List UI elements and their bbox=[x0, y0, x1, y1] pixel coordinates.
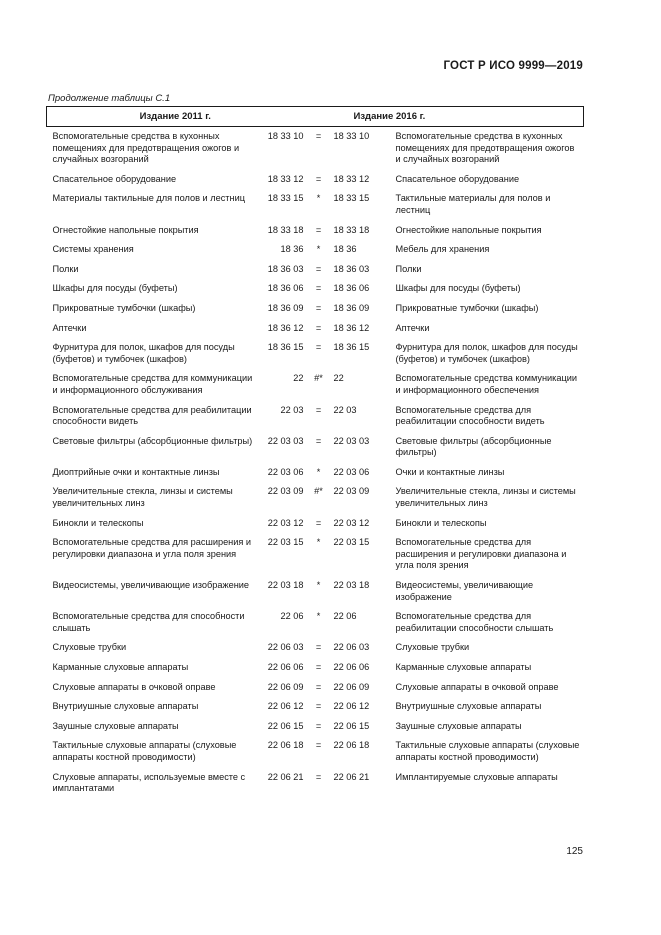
new-name-cell: Слуховые аппараты в очковой оправе bbox=[395, 681, 559, 692]
old-code-cell: 22 03 03 bbox=[267, 435, 304, 446]
new-name-cell: Вспомогательные средства для реабилитации способности видеть bbox=[395, 404, 545, 427]
relation-cell: #* bbox=[314, 486, 323, 497]
old-code-cell: 18 36 06 bbox=[267, 283, 304, 294]
table-row bbox=[47, 518, 584, 538]
relation-cell: = bbox=[315, 404, 322, 415]
old-code-cell: 22 03 06 bbox=[267, 466, 304, 477]
new-name-cell: Мебель для хранения bbox=[395, 244, 490, 255]
new-code-cell: 18 36 15 bbox=[333, 342, 370, 353]
relation-cell: = bbox=[315, 701, 322, 712]
old-code-cell: 18 33 15 bbox=[267, 193, 304, 204]
new-name-cell: Заушные слуховые аппараты bbox=[395, 720, 522, 731]
new-code-cell: 18 36 03 bbox=[333, 263, 370, 274]
relation-cell: = bbox=[315, 302, 322, 313]
new-code-cell: 22 06 18 bbox=[333, 740, 370, 751]
new-name-cell: Увеличительные стекла, линзы и системы увеличительных линз bbox=[395, 486, 576, 509]
table-row bbox=[47, 772, 584, 803]
new-code-cell: 18 36 09 bbox=[333, 302, 370, 313]
new-code-cell: 22 bbox=[333, 373, 344, 384]
new-name-cell: Видеосистемы, увеличивающие изображение bbox=[395, 580, 534, 602]
table-row bbox=[47, 436, 584, 467]
table-row bbox=[47, 127, 584, 174]
table-row bbox=[47, 264, 584, 284]
column-header-2016: Издание 2016 г. bbox=[304, 107, 584, 127]
relation-cell: = bbox=[315, 131, 322, 141]
relation-cell: = bbox=[315, 322, 322, 333]
new-code-cell: 22 03 bbox=[333, 404, 357, 415]
table-body bbox=[47, 127, 584, 803]
new-name-cell: Огнестойкие напольные покрытия bbox=[395, 224, 542, 235]
new-code-cell: 22 06 03 bbox=[333, 642, 370, 653]
old-code-cell: 22 06 bbox=[280, 611, 304, 622]
old-name-cell: Внутриушные слуховые аппараты bbox=[52, 701, 199, 712]
old-code-cell: 22 06 09 bbox=[267, 681, 304, 692]
new-code-cell: 22 06 06 bbox=[333, 662, 370, 672]
old-code-cell: 18 33 10 bbox=[267, 131, 304, 141]
new-code-cell: 22 03 12 bbox=[333, 517, 370, 528]
old-name-cell: Спасательное оборудование bbox=[52, 173, 177, 184]
new-code-cell: 18 33 15 bbox=[333, 193, 370, 204]
relation-cell: * bbox=[316, 466, 321, 477]
relation-cell: = bbox=[315, 771, 322, 782]
new-code-cell: 22 03 15 bbox=[333, 537, 370, 548]
relation-cell: * bbox=[316, 193, 321, 204]
relation-cell: = bbox=[315, 517, 322, 528]
new-code-cell: 22 06 15 bbox=[333, 720, 370, 731]
table-row bbox=[47, 174, 584, 194]
old-name-cell: Тактильные слуховые аппараты (слуховые аппараты костной проводимости) bbox=[52, 740, 237, 762]
old-code-cell: 22 03 09 bbox=[267, 486, 304, 497]
old-name-cell: Вспомогательные средства для способности слышать bbox=[52, 611, 245, 633]
relation-cell: * bbox=[316, 611, 321, 622]
new-code-cell: 18 33 12 bbox=[333, 173, 370, 184]
relation-cell: = bbox=[315, 720, 322, 731]
old-name-cell: Увеличительные стекла, линзы и системы увеличительных линз bbox=[52, 486, 233, 509]
old-code-cell: 22 03 15 bbox=[267, 537, 304, 548]
relation-cell: = bbox=[315, 263, 322, 274]
table-row bbox=[47, 580, 584, 611]
new-name-cell: Вспомогательные средства для расширения и регулировки диапазона и угла поля зрения bbox=[395, 537, 567, 571]
old-name-cell: Фурнитура для полок, шкафов для посуды (буфетов) и тумбочек (шкафов) bbox=[52, 342, 235, 364]
table-row bbox=[47, 303, 584, 323]
table-row bbox=[47, 373, 584, 404]
old-name-cell: Прикроватные тумбочки (шкафы) bbox=[52, 302, 196, 313]
old-name-cell: Системы хранения bbox=[52, 244, 134, 255]
new-name-cell: Аптечки bbox=[395, 322, 430, 333]
old-name-cell: Полки bbox=[52, 263, 79, 274]
table-row bbox=[47, 405, 584, 436]
new-code-cell: 22 06 21 bbox=[333, 771, 370, 782]
old-code-cell: 18 36 bbox=[280, 244, 304, 255]
old-name-cell: Диоптрийные очки и контактные линзы bbox=[52, 466, 220, 477]
table-row bbox=[47, 283, 584, 303]
column-header-2011: Издание 2011 г. bbox=[47, 107, 304, 127]
relation-cell: = bbox=[315, 435, 322, 446]
new-name-cell: Тактильные слуховые аппараты (слуховые аппараты костной проводимости) bbox=[395, 740, 580, 762]
old-name-cell: Аптечки bbox=[52, 322, 87, 333]
new-name-cell: Фурнитура для полок, шкафов для посуды (буфетов) и тумбочек (шкафов) bbox=[395, 342, 578, 364]
new-code-cell: 22 03 18 bbox=[333, 580, 370, 591]
relation-cell: = bbox=[315, 740, 322, 751]
new-name-cell: Вспомогательные средства для реабилитации способности слышать bbox=[395, 611, 554, 633]
relation-cell: * bbox=[316, 244, 321, 255]
new-code-cell: 18 33 10 bbox=[333, 131, 370, 141]
relation-cell: = bbox=[315, 662, 322, 672]
new-name-cell: Внутриушные слуховые аппараты bbox=[395, 701, 542, 712]
new-name-cell: Бинокли и телескопы bbox=[395, 517, 487, 528]
new-name-cell: Имплантируемые слуховые аппараты bbox=[395, 771, 558, 782]
table-row bbox=[47, 642, 584, 662]
old-code-cell: 18 36 12 bbox=[267, 322, 304, 333]
old-name-cell: Карманные слуховые аппараты bbox=[52, 662, 189, 672]
relation-cell: * bbox=[316, 580, 321, 591]
table-caption: Продолжение таблицы С.1 bbox=[48, 93, 171, 104]
new-code-cell: 22 06 bbox=[333, 611, 357, 622]
relation-cell: * bbox=[316, 537, 321, 548]
new-code-cell: 22 03 03 bbox=[333, 435, 370, 446]
new-code-cell: 22 06 09 bbox=[333, 681, 370, 692]
old-name-cell: Заушные слуховые аппараты bbox=[52, 720, 179, 731]
old-code-cell: 22 bbox=[293, 373, 304, 384]
new-name-cell: Световые фильтры (абсорбционные фильтры) bbox=[395, 435, 552, 458]
table-row bbox=[47, 682, 584, 702]
table-row bbox=[47, 342, 584, 373]
new-name-cell: Полки bbox=[395, 263, 422, 274]
new-code-cell: 18 36 06 bbox=[333, 283, 370, 294]
table-row bbox=[47, 740, 584, 771]
table-row bbox=[47, 537, 584, 580]
new-code-cell: 18 33 18 bbox=[333, 224, 370, 235]
old-name-cell: Вспомогательные средства для расширения и регулировки диапазона и угла поля зрения bbox=[52, 537, 252, 559]
new-code-cell: 18 36 12 bbox=[333, 322, 370, 333]
table-row bbox=[47, 244, 584, 264]
old-name-cell: Световые фильтры (абсорбционные фильтры) bbox=[52, 435, 253, 446]
page-number: 125 bbox=[566, 846, 583, 857]
table-row bbox=[47, 701, 584, 721]
table-row bbox=[47, 467, 584, 487]
old-name-cell: Слуховые аппараты в очковой оправе bbox=[52, 681, 216, 692]
old-code-cell: 22 06 18 bbox=[267, 740, 304, 751]
table-row bbox=[47, 721, 584, 741]
old-name-cell: Материалы тактильные для полов и лестниц bbox=[52, 193, 245, 204]
old-name-cell: Шкафы для посуды (буфеты) bbox=[52, 283, 178, 294]
table-row bbox=[47, 486, 584, 517]
old-code-cell: 22 06 03 bbox=[267, 642, 304, 653]
new-name-cell: Вспомогательные средства коммуникации и информационного обеспечения bbox=[395, 373, 578, 395]
old-name-cell: Вспомогательные средства в кухонных помещениях для предотвращения ожогов и случайных возгораний bbox=[52, 131, 240, 165]
old-code-cell: 18 33 12 bbox=[267, 173, 304, 184]
old-code-cell: 22 06 12 bbox=[267, 701, 304, 712]
old-code-cell: 22 03 bbox=[280, 404, 304, 415]
document-header: ГОСТ Р ИСО 9999—2019 bbox=[443, 60, 583, 72]
table-header-row bbox=[47, 107, 584, 127]
new-name-cell: Вспомогательные средства в кухонных помещениях для предотвращения ожогов и случайных возгораний bbox=[395, 131, 575, 165]
new-name-cell: Слуховые трубки bbox=[395, 642, 470, 653]
relation-cell: = bbox=[315, 681, 322, 692]
old-name-cell: Слуховые трубки bbox=[52, 642, 127, 653]
new-name-cell: Прикроватные тумбочки (шкафы) bbox=[395, 302, 539, 313]
correspondence-table bbox=[46, 106, 584, 803]
relation-cell: = bbox=[315, 283, 322, 294]
table-row bbox=[47, 323, 584, 343]
old-code-cell: 22 06 21 bbox=[267, 771, 304, 782]
old-code-cell: 18 33 18 bbox=[267, 224, 304, 235]
table-row bbox=[47, 611, 584, 642]
relation-cell: = bbox=[315, 342, 322, 353]
relation-cell: = bbox=[315, 224, 322, 235]
new-code-cell: 18 36 bbox=[333, 244, 357, 255]
old-code-cell: 18 36 03 bbox=[267, 263, 304, 274]
old-code-cell: 18 36 09 bbox=[267, 302, 304, 313]
old-name-cell: Бинокли и телескопы bbox=[52, 517, 144, 528]
new-name-cell: Шкафы для посуды (буфеты) bbox=[395, 283, 521, 294]
old-name-cell: Слуховые аппараты, используемые вместе с имплантатами bbox=[52, 771, 246, 794]
new-name-cell: Тактильные материалы для полов и лестниц bbox=[395, 193, 551, 215]
new-code-cell: 22 06 12 bbox=[333, 701, 370, 712]
old-code-cell: 22 03 12 bbox=[267, 517, 304, 528]
new-name-cell: Карманные слуховые аппараты bbox=[395, 662, 532, 672]
new-code-cell: 22 03 06 bbox=[333, 466, 370, 477]
new-code-cell: 22 03 09 bbox=[333, 486, 370, 497]
table-row bbox=[47, 193, 584, 224]
old-name-cell: Вспомогательные средства для коммуникации и информационного обслуживания bbox=[52, 373, 253, 395]
relation-cell: = bbox=[315, 642, 322, 653]
table-row bbox=[47, 662, 584, 682]
old-name-cell: Вспомогательные средства для реабилитации способности видеть bbox=[52, 404, 252, 427]
old-code-cell: 22 03 18 bbox=[267, 580, 304, 591]
old-code-cell: 22 06 15 bbox=[267, 720, 304, 731]
old-name-cell: Огнестойкие напольные покрытия bbox=[52, 224, 199, 235]
old-code-cell: 22 06 06 bbox=[267, 662, 304, 672]
table-row bbox=[47, 225, 584, 245]
new-name-cell: Очки и контактные линзы bbox=[395, 466, 505, 477]
old-name-cell: Видеосистемы, увеличивающие изображение bbox=[52, 580, 250, 591]
relation-cell: = bbox=[315, 173, 322, 184]
old-code-cell: 18 36 15 bbox=[267, 342, 304, 353]
new-name-cell: Спасательное оборудование bbox=[395, 173, 520, 184]
relation-cell: #* bbox=[314, 373, 323, 384]
